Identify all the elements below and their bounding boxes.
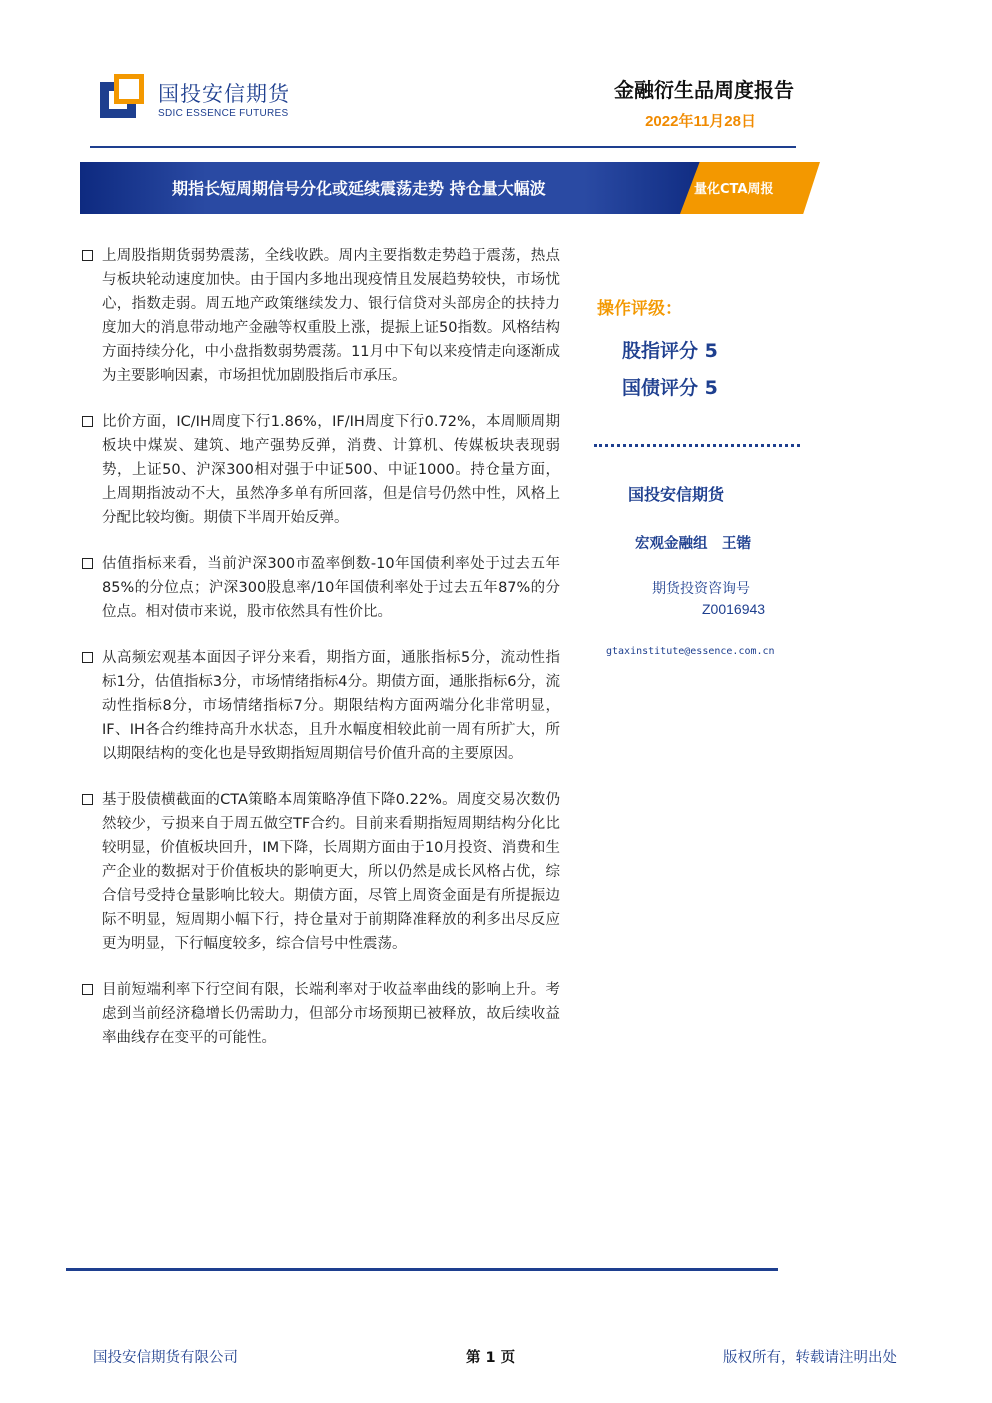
list-item bbox=[80, 410, 560, 530]
list-item bbox=[80, 646, 560, 766]
bullet-text: 目前短端利率下行空间有限，长端利率对于收益率曲线的影响上升。考虑到当前经济稳增长仍需助力，但部分市场预期已被释放，故后续收益率曲线存在变平的可能性。 bbox=[102, 982, 560, 1046]
author-info: 宏观金融组 王锴 bbox=[635, 536, 751, 552]
square-bullet-icon bbox=[82, 558, 93, 569]
sidebar-company: 国投安信期货 bbox=[628, 485, 725, 504]
square-bullet-icon bbox=[82, 984, 93, 995]
page-number: 第 1 页 bbox=[466, 1350, 516, 1366]
stock-index-rating: 股指评分 5 bbox=[622, 340, 718, 362]
treasury-rating: 国债评分 5 bbox=[622, 377, 718, 399]
list-item bbox=[80, 978, 560, 1050]
company-logo bbox=[100, 72, 300, 128]
square-bullet-icon bbox=[82, 652, 93, 663]
certificate-number: Z0016943 bbox=[702, 601, 766, 617]
sidebar-divider bbox=[594, 444, 800, 447]
list-item bbox=[80, 788, 560, 956]
square-bullet-icon bbox=[82, 794, 93, 805]
summary-bullets bbox=[80, 244, 560, 1072]
logo-english-name: SDIC ESSENCE FUTURES bbox=[158, 108, 289, 119]
list-item bbox=[80, 552, 560, 624]
title-banner bbox=[80, 162, 820, 214]
footer-company: 国投安信期货有限公司 bbox=[93, 1350, 238, 1366]
report-type-title: 金融衍生品周度报告 bbox=[614, 78, 794, 102]
report-date: 2022年11月28日 bbox=[645, 113, 756, 130]
copyright-notice: 版权所有，转载请注明出处 bbox=[723, 1350, 897, 1366]
rating-label: 操作评级： bbox=[597, 299, 682, 319]
bullet-text: 估值指标来看，当前沪深300市盈率倒数-10年国债利率处于过去五年85%的分位点；沪深300股息率/10年国债利率处于过去五年87%的分位点。相对债市来说，股市依然具有性价比。 bbox=[102, 556, 560, 620]
list-item bbox=[80, 244, 560, 388]
footer-divider bbox=[66, 1268, 778, 1271]
square-bullet-icon bbox=[82, 416, 93, 427]
report-headline: 期指长短周期信号分化或延续震荡走势 持仓量大幅波 bbox=[172, 179, 546, 198]
contact-email[interactable]: gtaxinstitute@essence.com.cn bbox=[606, 646, 775, 657]
header-divider bbox=[90, 146, 796, 148]
bullet-text: 上周股指期货弱势震荡，全线收跌。周内主要指数走势趋于震荡，热点与板块轮动速度加快。由于国内多地出现疫情且发展趋势较快，市场忧心，指数走弱。周五地产政策继续发力、银行信贷对头部房企的扶持力度加大的消息带动地产金融等权重股上涨，提振上证50指数。风格结构方面持续分化，中小盘指数弱势震荡。11月中下旬以来疫情走向逐渐成为主要影响因素，市场担忧加剧股指后市承压。 bbox=[102, 248, 560, 384]
certificate-label: 期货投资咨询号 bbox=[652, 581, 750, 597]
bullet-text: 从高频宏观基本面因子评分来看，期指方面，通胀指标5分，流动性指标1分，估值指标3分，市场情绪指标4分。期债方面，通胀指标6分，流动性指标8分，市场情绪指标7分。期限结构方面两端分化非常明显， IF、IH各合约维持高升水状态，且升水幅度相较此前一周有所扩大，所以期限结构的变化也是导致期指短周期信号价值升高的主要原因。 bbox=[102, 650, 560, 762]
bullet-text: 基于股债横截面的CTA策略本周策略净值下降0.22%。周度交易次数仍然较少，亏损来自于周五做空TF合约。目前来看期指短周期结构分化比较明显，价值板块回升，IM下降，长周期方面由于10月投资、消费和生产企业的数据对于价值板块的影响更大，所以仍然是成长风格占优，综合信号受持仓量影响比较大。期债方面，尽管上周资金面是有所提振边际不明显，短周期小幅下行，持仓量对于前期降准释放的利多出尽反应更为明显，下行幅度较多，综合信号中性震荡。 bbox=[102, 792, 560, 952]
bullet-text: 比价方面，IC/IH周度下行1.86%，IF/IH周度下行0.72%，本周顺周期板块中煤炭、建筑、地产强势反弹，消费、计算机、传媒板块表现弱势，上证50、沪深300相对强于中证500、中证1000。持仓量方面，上周期指波动不大，虽然净多单有所回落，但是信号仍然中性，风格上分配比较均衡。期债下半周开始反弹。 bbox=[102, 414, 560, 526]
logo-mark-icon bbox=[100, 74, 144, 118]
square-bullet-icon bbox=[82, 250, 93, 261]
report-category-tag: 量化CTA周报 bbox=[694, 182, 774, 197]
logo-chinese-name: 国投安信期货 bbox=[158, 82, 290, 106]
